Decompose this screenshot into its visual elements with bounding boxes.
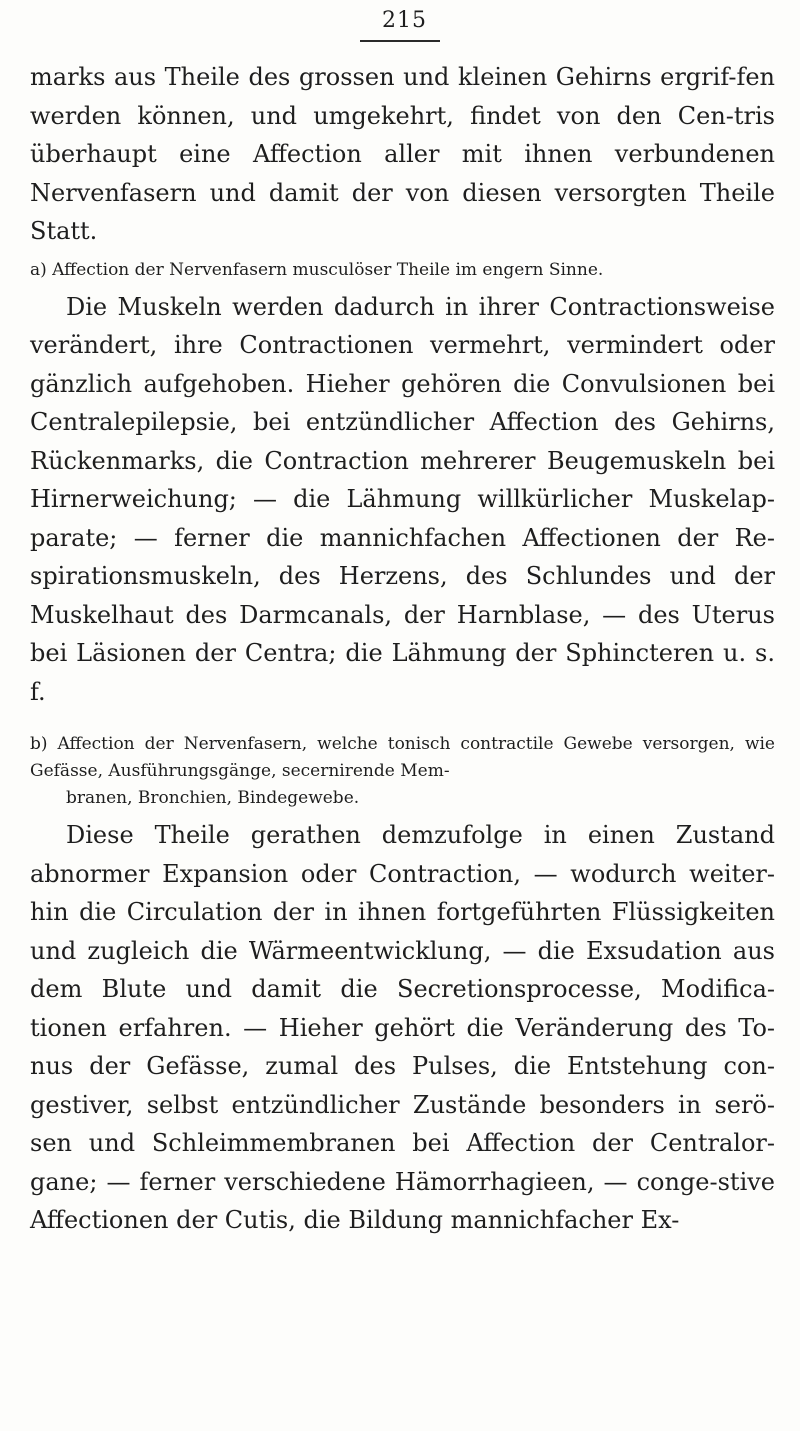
section-heading-b-line2: branen, Bronchien, Bindegewebe.	[66, 788, 360, 808]
section-heading-b-line1: b) Affection der Nervenfasern, welche tonisch contractile Gewebe versorgen, wie Gefässe, Ausführungsgänge, secernirende Mem-	[30, 734, 775, 781]
section-heading-b	[30, 731, 775, 812]
paragraph-muscles: Die Muskeln werden dadurch in ihrer Contractionsweise verändert, ihre Contractionen vermehrt, vermindert oder gänzlich aufgehoben. Hieher gehören die Convulsionen bei Centralepilepsie, bei entzündlicher Affection des Gehirns, Rückenmarks, die Contraction mehrerer Beugemuskeln bei Hirnerweichung; — die Lähmung willkürlicher Muskelap-parate; — ferner die mannichfachen Affectionen der Re-spirationsmuskeln, des Herzens, des Schlundes und der Muskelhaut des Darmcanals, der Harnblase, — des Uterus bei Läsionen der Centra; die Lähmung der Sphincteren u. s. f.	[30, 292, 775, 706]
paragraph-tissues: Diese Theile gerathen demzufolge in einen Zustand abnormer Expansion oder Contraction, — wodurch weiter-hin die Circulation der in ihnen fortgeführten Flüssigkeiten und zugleich die Wärmeentwicklung, — die Exsudation aus dem Blute und damit die Secretionsprocesse, Modifica-tionen erfahren. — Hieher gehört die Veränderung des To-nus der Gefässe, zumal des Pulses, die Entstehung con-gestiver, selbst entzündlicher Zustände besonders in serö-sen und Schleimmembranen bei Affection der Centralor-gane; — ferner verschiedene Hämorrhagieen, — conge-stive Affectionen der Cutis, die Bildung mannichfacher Ex-	[30, 821, 775, 1234]
page-number-rule	[360, 40, 440, 42]
section-heading-a: a) Affection der Nervenfasern musculöser Theile im engern Sinne.	[30, 259, 604, 280]
page-text	[30, 58, 775, 1240]
page-number: 215	[382, 8, 427, 33]
paragraph-continuation: marks aus Theile des grossen und kleinen Gehirns ergrif-fen werden können, und umgekehrt, findet von den Cen-tris überhaupt eine Affection aller mit ihnen verbundenen Nervenfasern und damit der von diesen versorgten Theile Statt.	[30, 63, 775, 245]
